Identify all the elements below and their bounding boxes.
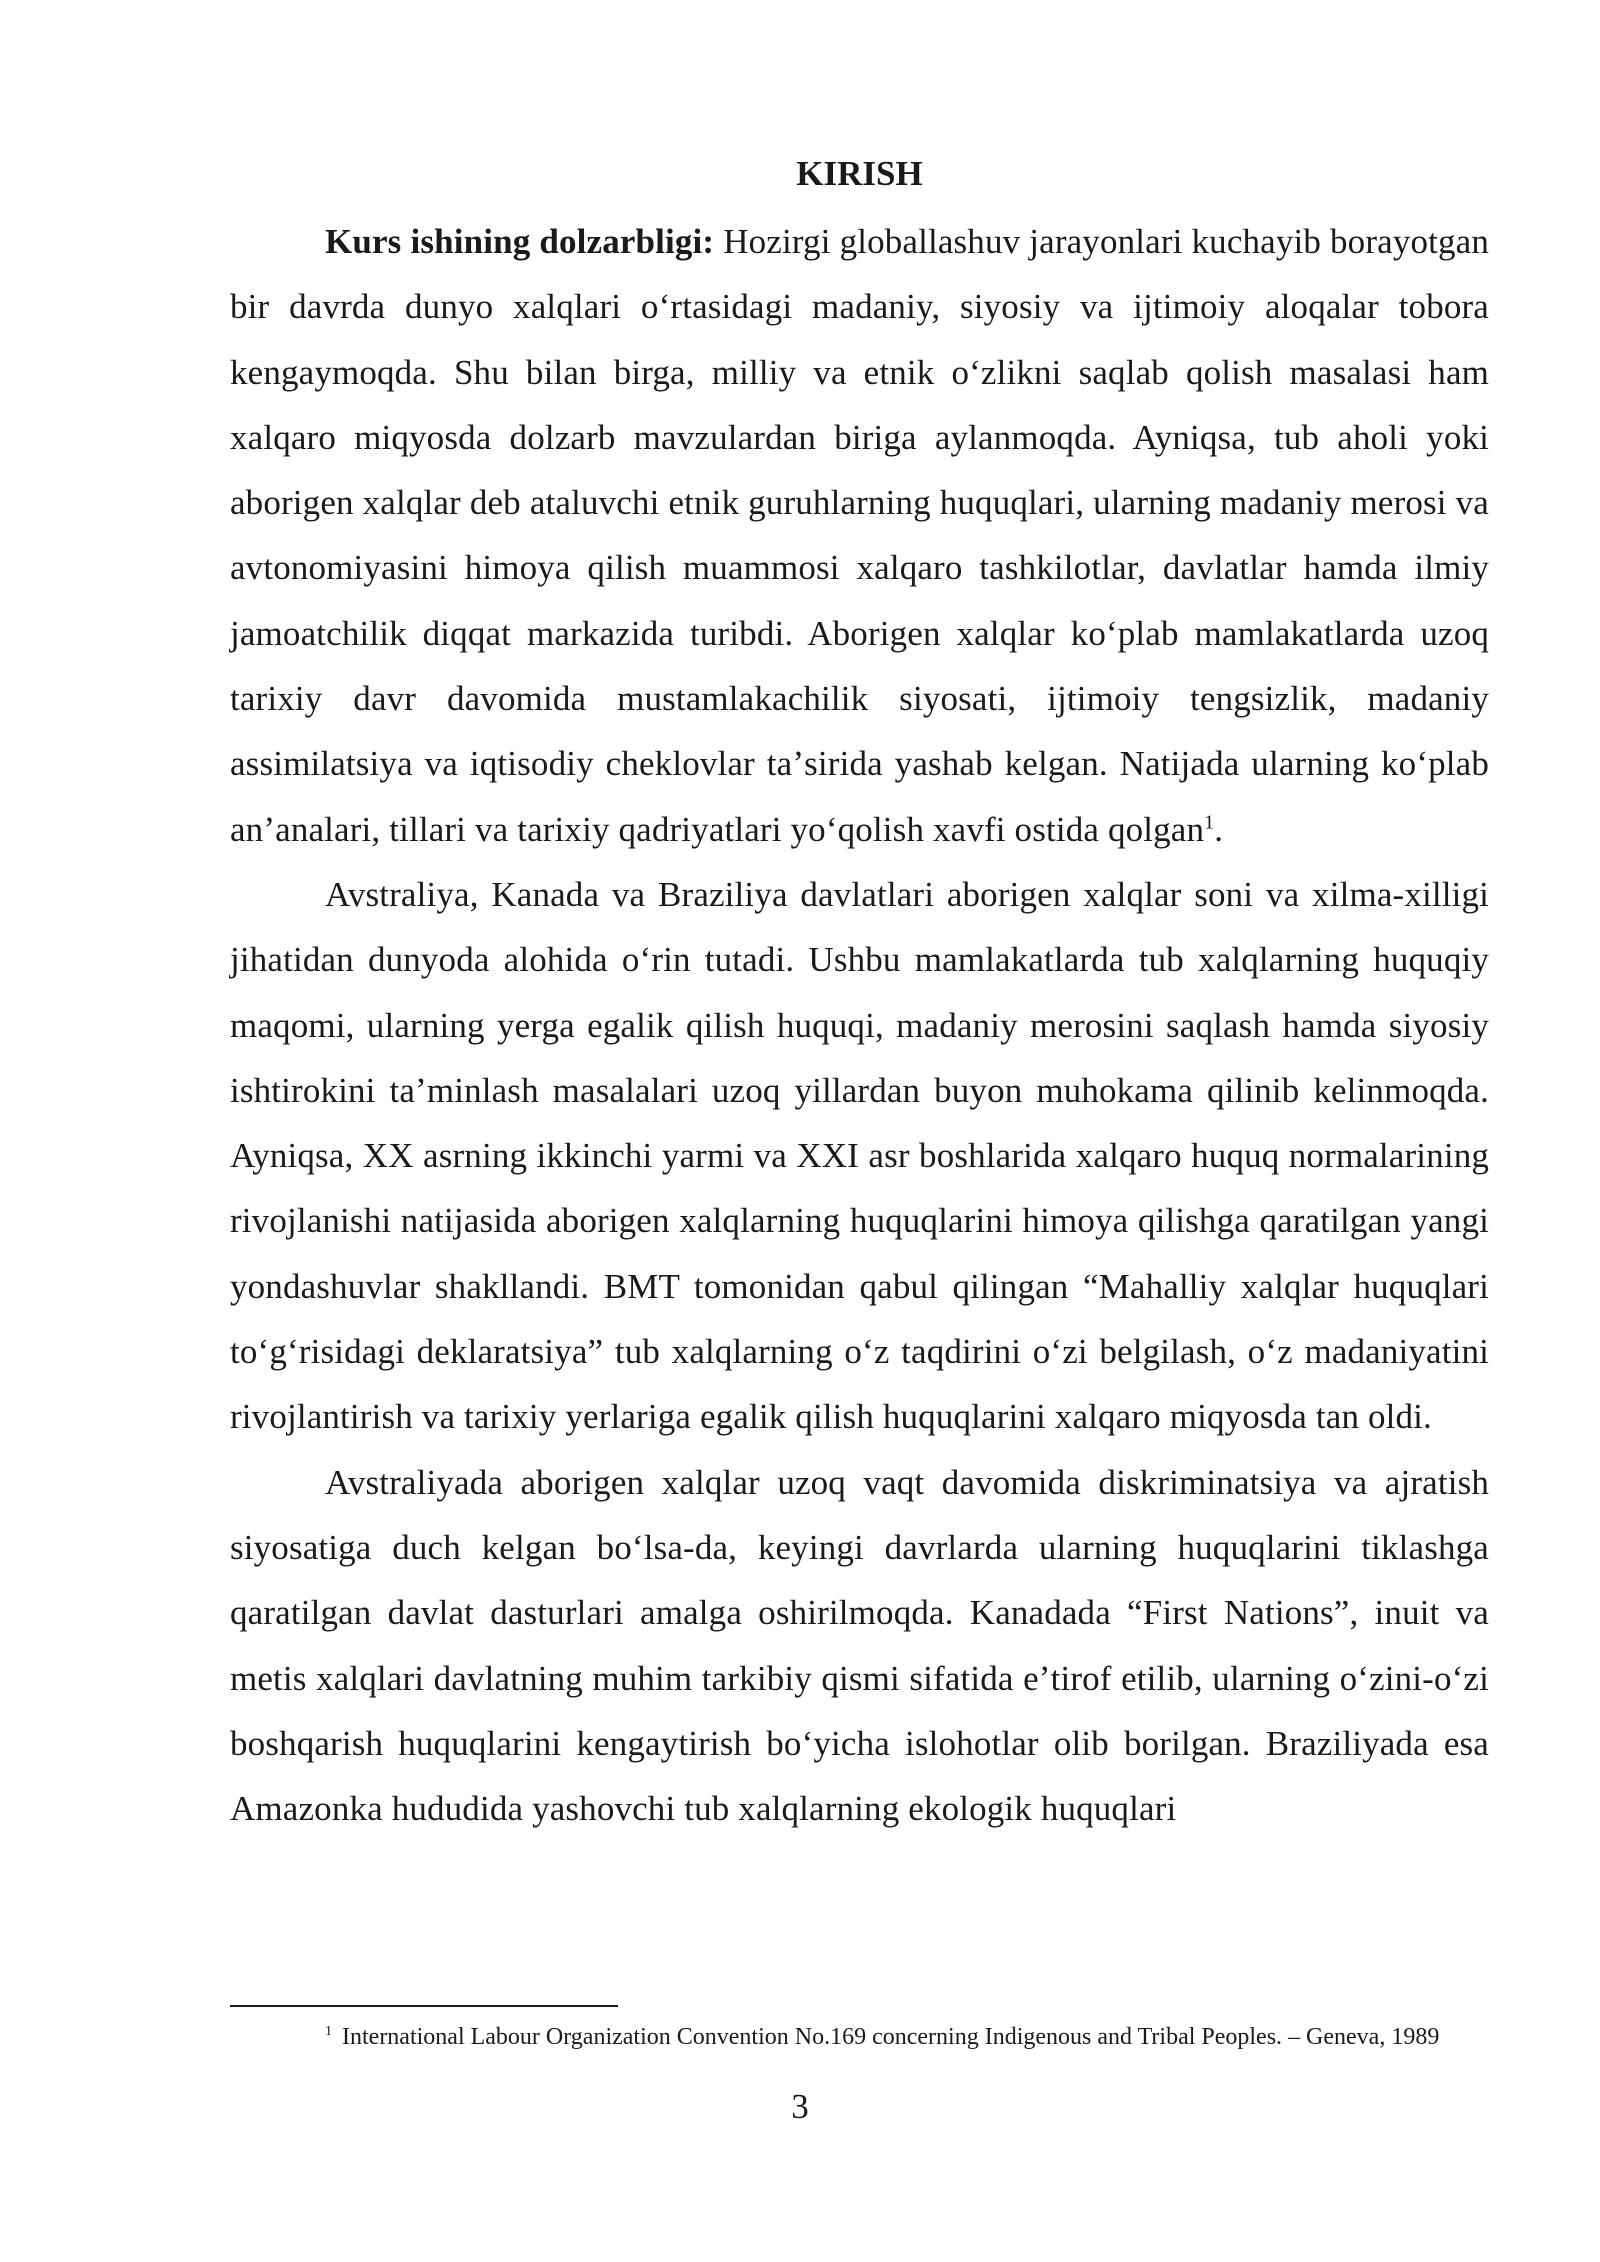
footnote-separator [230,2005,618,2007]
paragraph-1-text: Hozirgi globallashuv jarayonlari kuchayib borayotgan bir davrda dunyo xalqlari oʻrtasidagi madaniy, siyosiy va ijtimoiy aloqalar tobora kengaymoqda. Shu bilan birga, milliy va etnik oʻzlikni saqlab qolish masalasi ham xalqaro miqyosda dolzarb mavzulardan biriga aylanmoqda. Ayniqsa, tub aholi yoki aborigen xalqlar deb ataluvchi etnik guruhlarning huquqlari, ularning madaniy merosi va avtonomiyasini himoya qilish muammosi xalqaro tashkilotlar, davlatlar hamda ilmiy jamoatchilik diqqat markazida turibdi. Aborigen xalqlar koʻplab mamlakatlarda uzoq tarixiy davr davomida mustamlakachilik siyosati, ijtimoiy tengsizlik, madaniy assimilatsiya va iqtisodiy cheklovlar taʼsirida yashab kelgan. Natijada ularning koʻplab anʼanalari, tillari va tarixiy qadriyatlari yoʻqolish xavfi ostida qolgan [230,222,1489,849]
paragraph-1-end: . [1214,809,1224,849]
footnote-number: 1 [325,2024,332,2039]
footnote [230,2021,1489,2053]
body-text [230,209,1489,1841]
section-heading: KIRISH [796,154,923,193]
paragraph-lead: Kurs ishining dolzarbligi: [325,222,715,261]
paragraph-3: Avstraliyada aborigen xalqlar uzoq vaqt davomida diskriminatsiya va ajratish siyosatiga duch kelgan boʻlsa-da, keyingi davrlarda ularning huquqlarini tiklashga qaratilgan davlat dasturlari amalga oshirilmoqda. Kanadada “First Nations”, inuit va metis xalqlari davlatning muhim tarkibiy qismi sifatida eʼtirof etilib, ularning oʻzini-oʻzi boshqarish huquqlarini kengaytirish boʻyicha islohotlar olib borilgan. Braziliyada esa Amazonka hududida yashovchi tub xalqlarning ekologik huquqlari [230,1462,1489,1829]
footnote-reference: 1 [1204,811,1215,834]
page-number: 3 [791,2087,809,2126]
paragraph-1 [230,209,1489,862]
footnote-text: International Labour Organization Convention No.169 concerning Indigenous and Tribal Peoples. – Geneva, 1989 [342,2024,1440,2050]
paragraph-2: Avstraliya, Kanada va Braziliya davlatlari aborigen xalqlar soni va xilma-xilligi jihatidan dunyoda alohida oʻrin tutadi. Ushbu mamlakatlarda tub xalqlarning huquqiy maqomi, ularning yerga egalik qilish huquqi, madaniy merosini saqlash hamda siyosiy ishtirokini taʼminlash masalalari uzoq yillardan buyon muhokama qilinib kelinmoqda. Ayniqsa, XX asrning ikkinchi yarmi va XXI asr boshlarida xalqaro huquq normalarining rivojlanishi natijasida aborigen xalqlarning huquqlarini himoya qilishga qaratilgan yangi yondashuvlar shakllandi. BMT tomonidan qabul qilingan “Mahalliy xalqlar huquqlari toʻgʻrisidagi deklaratsiya” tub xalqlarning oʻz taqdirini oʻzi belgilash, oʻz madaniyatini rivojlantirish va tarixiy yerlariga egalik qilish huquqlarini xalqaro miqyosda tan oldi. [230,874,1489,1437]
